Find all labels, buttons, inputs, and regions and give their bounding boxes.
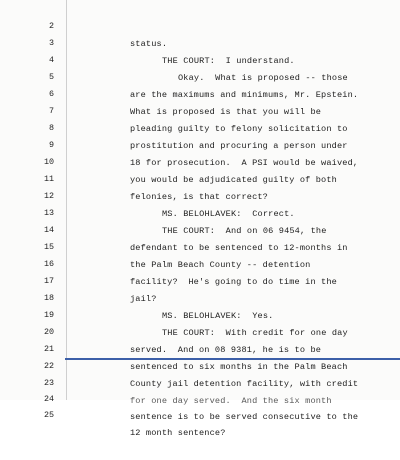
line-number: 16	[43, 259, 54, 269]
line-number: 25	[43, 410, 54, 420]
line-number: 21	[43, 344, 54, 354]
line-text: sentenced to six months in the Palm Beach	[130, 362, 348, 372]
line-number: 22	[43, 361, 54, 371]
line-number: 24	[43, 394, 54, 404]
line-text: THE COURT: I understand.	[162, 56, 295, 66]
line-text: 18 for prosecution. A PSI would be waived,	[130, 158, 359, 168]
line-text: THE COURT: With credit for one day	[162, 328, 348, 338]
line-number: 10	[43, 157, 54, 167]
line-number: 18	[43, 293, 54, 303]
line-number: 2	[48, 21, 54, 31]
line-number: 3	[48, 38, 54, 48]
line-number: 17	[43, 276, 54, 286]
line-number: 11	[43, 174, 54, 184]
line-text: County jail detention facility, with credit	[130, 379, 359, 389]
transcript-line	[0, 0, 400, 49]
line-number: 8	[48, 123, 54, 133]
line-text: defendant to be sentenced to 12-months in	[130, 243, 348, 253]
line-text: facility? He's going to do time in the	[130, 277, 337, 287]
line-text: the Palm Beach County -- detention	[130, 260, 311, 270]
line-number: 20	[43, 327, 54, 337]
line-number: 12	[43, 191, 54, 201]
line-text: served. And on 08 9381, he is to be	[130, 345, 322, 355]
line-text: THE COURT: And on 06 9454, the	[162, 226, 327, 236]
line-text: sentence is to be served consecutive to the	[130, 412, 359, 422]
line-number: 14	[43, 225, 54, 235]
line-text: 12 month sentence?	[130, 428, 226, 438]
line-number: 9	[48, 140, 54, 150]
highlight-rule	[65, 358, 400, 360]
line-text: jail?	[130, 294, 157, 304]
line-number: 6	[48, 89, 54, 99]
line-number: 5	[48, 72, 54, 82]
line-text: felonies, is that correct?	[130, 192, 268, 202]
line-number: 13	[43, 208, 54, 218]
line-text: MS. BELOHLAVEK: Correct.	[162, 209, 295, 219]
line-text: prostitution and procuring a person under	[130, 141, 348, 151]
line-text: pleading guilty to felony solicitation to	[130, 124, 348, 134]
line-text: MS. BELOHLAVEK: Yes.	[162, 311, 274, 321]
line-text: you would be adjudicated guilty of both	[130, 175, 337, 185]
line-number: 4	[48, 55, 54, 65]
line-number: 7	[48, 106, 54, 116]
line-text: Okay. What is proposed -- those	[178, 73, 348, 83]
line-text: status.	[130, 39, 168, 49]
line-number: 15	[43, 242, 54, 252]
line-text: What is proposed is that you will be	[130, 107, 322, 117]
line-text: for one day served. And the six month	[130, 396, 332, 406]
line-number: 23	[43, 378, 54, 388]
line-number: 19	[43, 310, 54, 320]
line-text: are the maximums and minimums, Mr. Epstein.	[130, 90, 359, 100]
